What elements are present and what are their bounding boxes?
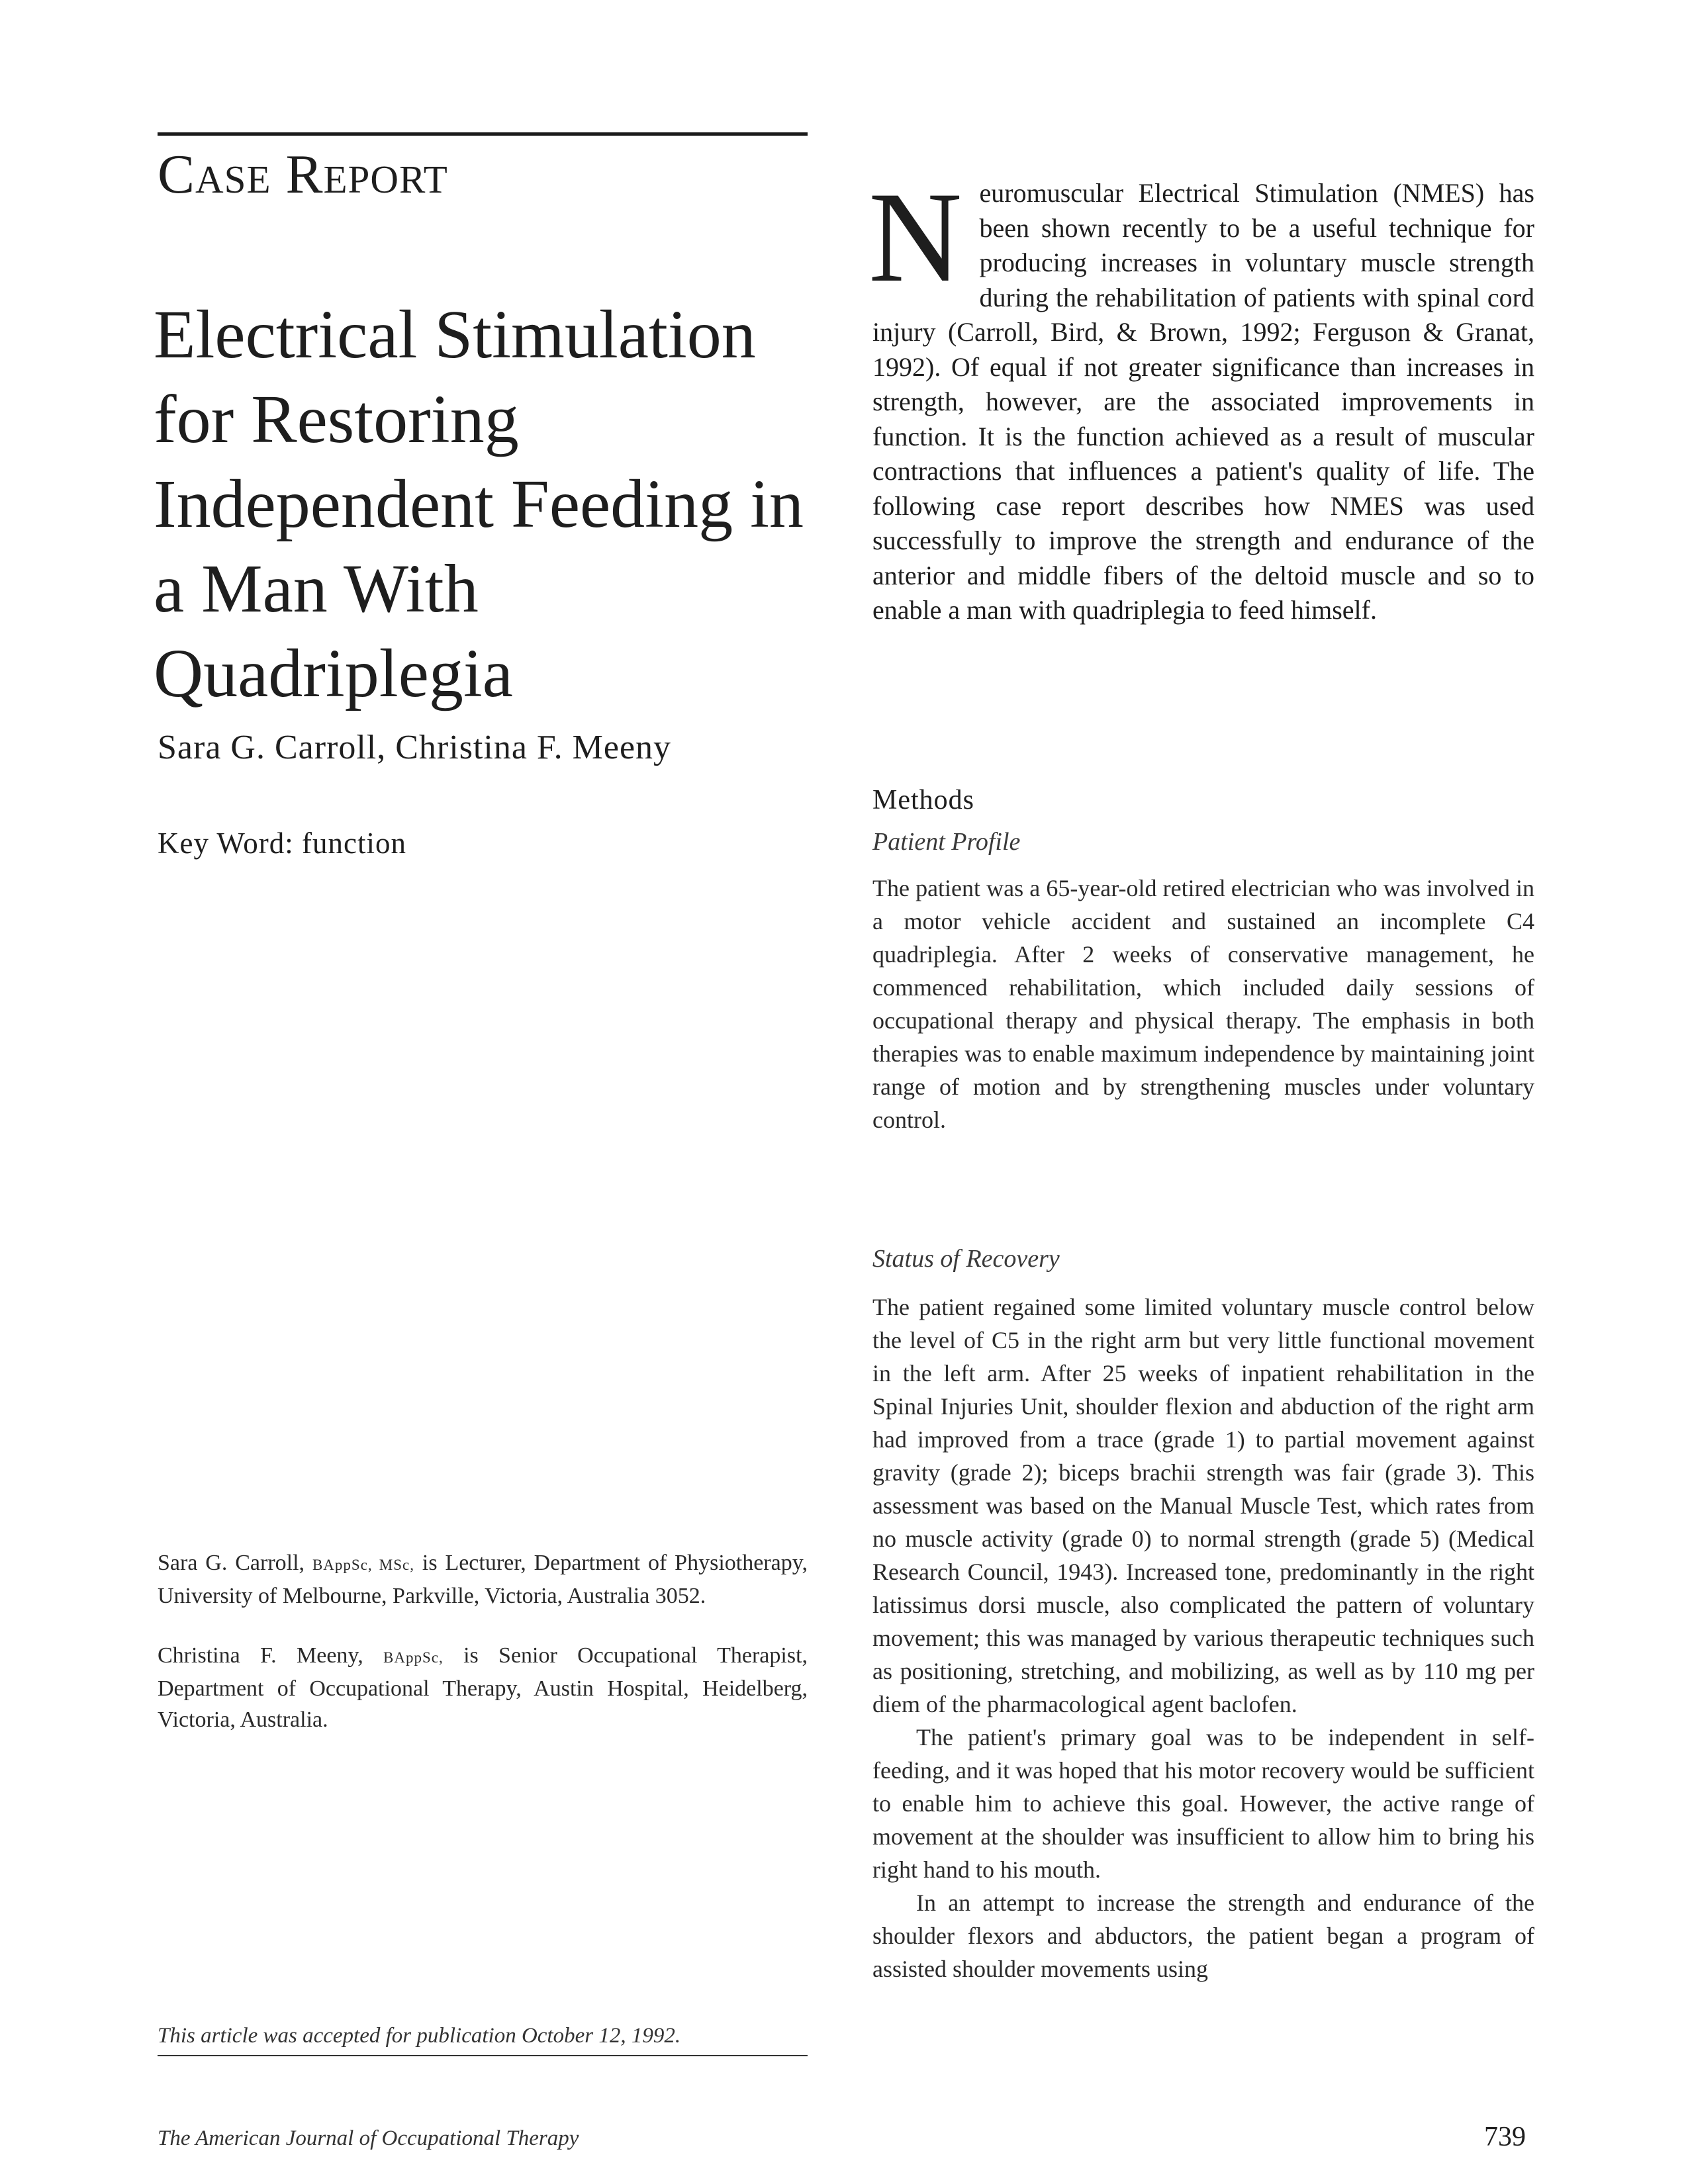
author-bio-2 xyxy=(158,1640,808,1735)
patient-profile-text: The patient was a 65-year-old retired electrician who was involved in a motor vehicle accident and sustained an incomplete C4 quadriplegia. After 2 weeks of conservative management, he commenced rehabilitation, which included daily sessions of occupational therapy and physical therapy. The emphasis in both therapies was to enable maximum independence by maintaining joint range of motion and by strengthening muscles under voluntary control. xyxy=(872,875,1534,1133)
acceptance-note: This article was accepted for publication October 12, 1992. xyxy=(158,2024,681,2048)
patient-profile-section xyxy=(872,872,1534,1136)
recovery-paragraph-3: In an attempt to increase the strength and endurance of the shoulder flexors and abductors, the patient began a program of assisted shoulder movements using xyxy=(872,1889,1534,1982)
article-title: Electrical Stimulation for Restoring Independent Feeding in a Man With Quadriplegia xyxy=(154,296,804,711)
top-rule xyxy=(158,132,808,136)
bio-text: is Lecturer, Department of Physiotherapy, University of Melbourne, Parkville, Victoria, Australia 3052. xyxy=(158,1551,808,1608)
intro-text: euromuscular Electrical Stimulation (NMES) has been shown recently to be a useful technique for producing increases in voluntary muscle strength during the rehabilitation of patients with spinal cord injury (Carroll, Bird, & Brown, 1992; Ferguson & Granat, 1992). Of equal if not greater significance than increases in strength, however, are the associated improvements in function. It is the function achieved as a result of muscular contractions that influences a patient's quality of life. The following case report describes how NMES was used successfully to improve the strength and endurance of the anterior and middle fibers of the deltoid muscle and so to enable a man with quadriplegia to feed himself. xyxy=(872,178,1534,625)
bio-degrees: BAppSc, xyxy=(383,1649,444,1666)
status-of-recovery-section xyxy=(872,1291,1534,1985)
section-label: Case Report xyxy=(158,144,448,205)
bio-text: is Senior Occupational Therapist, Department of Occupational Therapy, Austin Hospital, Heidelberg, Victoria, Australia. xyxy=(158,1643,808,1732)
bio-name: Sara G. Carroll, xyxy=(158,1551,305,1575)
key-word: Key Word: function xyxy=(158,827,406,860)
intro-paragraph xyxy=(868,165,1534,628)
recovery-paragraph-2: The patient's primary goal was to be independent in self-feeding, and it was hoped that his motor recovery would be sufficient to enable him to achieve this goal. However, the active range of movement at the shoulder was insufficient to allow him to bring his right hand to his mouth. xyxy=(872,1724,1534,1883)
author-bio-1 xyxy=(158,1547,808,1612)
bottom-rule xyxy=(158,2055,808,2056)
methods-heading: Methods xyxy=(872,785,974,815)
bio-name: Christina F. Meeny, xyxy=(158,1643,363,1668)
drop-cap: N xyxy=(868,165,962,309)
authors: Sara G. Carroll, Christina F. Meeny xyxy=(158,729,672,766)
status-of-recovery-heading: Status of Recovery xyxy=(872,1245,1060,1273)
recovery-paragraph-1: The patient regained some limited voluntary muscle control below the level of C5 in the right arm but very little functional movement in the left arm. After 25 weeks of inpatient rehabilitation in the Spinal Injuries Unit, shoulder flexion and abduction of the right arm had improved from a trace (grade 1) to partial movement against gravity (grade 2); biceps brachii strength was fair (grade 3). This assessment was based on the Manual Muscle Test, which rates from no muscle activity (grade 0) to normal strength (grade 5) (Medical Research Council, 1943). Increased tone, predominantly in the right latissimus dorsi muscle, also complicated the pattern of voluntary movement; this was managed by various therapeutic techniques such as positioning, stretching, and mobilizing, as well as by 110 mg per diem of the pharmacological agent baclofen. xyxy=(872,1294,1534,1717)
page-number: 739 xyxy=(1484,2122,1526,2152)
patient-profile-heading: Patient Profile xyxy=(872,828,1021,856)
journal-name: The American Journal of Occupational Therapy xyxy=(158,2126,579,2150)
bio-degrees: BAppSc, MSc, xyxy=(312,1557,414,1573)
